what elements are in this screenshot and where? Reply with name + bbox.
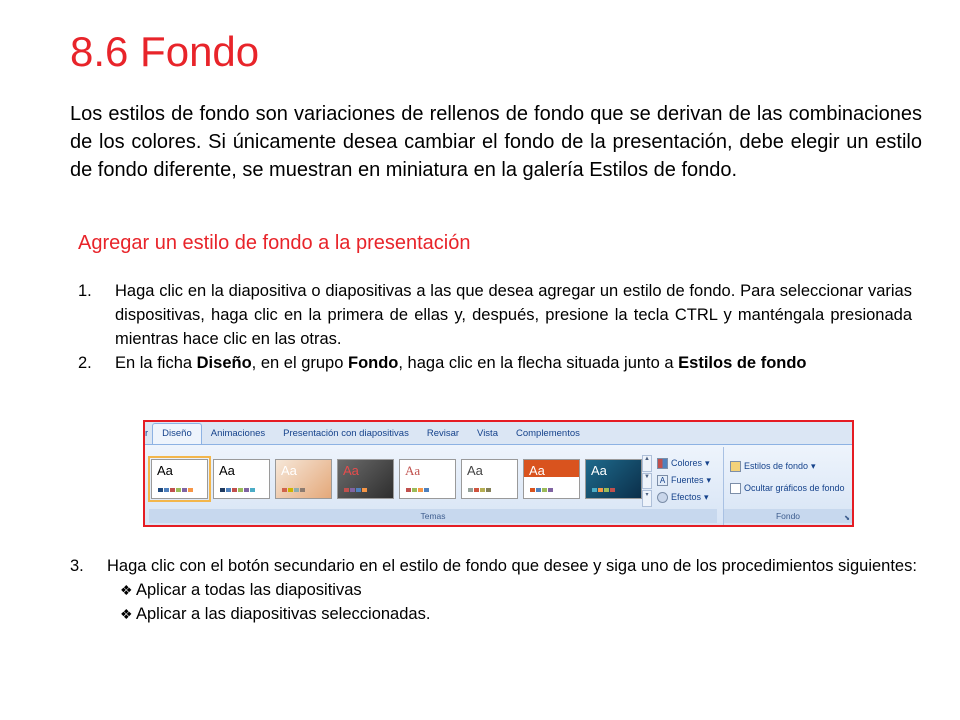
theme-thumbnail-label: Aa [405,463,421,478]
theme-thumbnail[interactable] [585,459,642,499]
estilos-de-fondo-button[interactable] [730,455,845,477]
efectos-label: Efectos [671,492,702,502]
theme-thumbnail[interactable] [399,459,456,499]
theme-thumbnail-label: Aa [157,463,173,478]
gallery-scroll [642,455,652,507]
bullet-item [70,602,922,626]
tab-revisar[interactable]: Revisar [426,428,460,439]
group-temas [149,447,717,525]
chevron-down-icon: ▾ [704,492,709,502]
gallery-scroll-up[interactable]: ▲ [642,455,652,472]
theme-thumbnail[interactable] [151,459,208,499]
chevron-down-icon: ▾ [811,460,816,471]
colores-button[interactable] [657,455,711,472]
tab-diseno[interactable]: Diseño [152,423,202,444]
checkbox-icon [730,483,741,494]
intro-paragraph: Los estilos de fondo son variaciones de rellenos de fondo que se derivan de las combinaciones de los colores. Si únicamente desea cambiar el fondo de la presentación, debe elegir un estilo de fondo diferente, se muestran en miniatura en la galería Estilos de fondo. [70,103,922,181]
tab-animaciones[interactable]: Animaciones [210,428,266,439]
paint-bucket-icon [730,461,741,472]
bold-term-estilos-de-fondo: Estilos de fondo [678,354,807,372]
fondo-options [730,455,845,499]
step-text-part: En la ficha [115,354,197,372]
tab-presentacion[interactable]: Presentación con diapositivas [283,428,409,439]
ribbon-panel [145,444,852,525]
ribbon-screenshot [143,420,854,527]
fuentes-button[interactable] [657,472,711,489]
diamond-bullet-icon: ❖ [120,606,133,622]
theme-color-bars [592,488,615,492]
theme-thumbnail[interactable] [337,459,394,499]
theme-color-bars [344,488,367,492]
ocultar-graficos-label: Ocultar gráficos de fondo [744,482,845,493]
section-subtitle: Agregar un estilo de fondo a la presentación [78,232,471,254]
group-fondo-label: Fondo [724,509,852,523]
theme-color-bars [282,488,305,492]
gallery-more[interactable]: ▾ [642,490,652,507]
bold-term-diseno: Diseño [196,354,252,372]
theme-color-bars [220,488,255,492]
ocultar-graficos-checkbox[interactable] [730,477,845,499]
estilos-de-fondo-label: Estilos de fondo [744,460,809,471]
theme-thumbnail-label: Aa [467,463,483,478]
steps-list-continued [70,554,922,626]
fuentes-label: Fuentes [671,475,704,485]
dialog-launcher-icon[interactable]: ⬊ [844,515,850,522]
theme-thumbnail[interactable] [275,459,332,499]
theme-color-bars [406,488,429,492]
tab-cut-off[interactable]: r [145,428,149,439]
step-number: 3. [70,557,84,575]
list-item [78,351,912,375]
step-text: Haga clic en la diapositiva o diapositivas a las que desea agregar un estilo de fondo. Para seleccionar varias dispositivas, haga clic en la primera de ellas y, después, presione la tecla CTRL y manténgala presionada mientras hace clic en las otras. [115,282,912,348]
bullet-item [70,578,922,602]
tab-complementos[interactable]: Complementos [515,428,580,439]
step-text: Haga clic con el botón secundario en el estilo de fondo que desee y siga uno de los procedimientos siguientes: [107,557,917,575]
slide-title: 8.6 Fondo [70,28,260,75]
ribbon-tabs [145,422,852,444]
theme-gallery [151,459,642,499]
colores-label: Colores [671,458,703,468]
theme-color-bars [158,488,193,492]
theme-thumbnail-label: Aa [219,463,235,478]
bold-term-fondo: Fondo [347,354,399,372]
theme-options [657,455,711,506]
chevron-down-icon: ▾ [705,458,710,468]
efectos-button[interactable] [657,489,711,506]
theme-thumbnail-label: Aa [281,463,297,478]
bullet-text: Aplicar a todas las diapositivas [136,581,362,599]
theme-thumbnail[interactable] [523,459,580,499]
gallery-scroll-down[interactable]: ▼ [642,473,652,490]
step-text-part: , en el grupo [251,354,348,372]
theme-thumbnail-label: Aa [591,463,607,478]
step-text-part: , haga clic en la flecha situada junto a [398,354,679,372]
theme-thumbnail[interactable] [213,459,270,499]
group-fondo [723,447,852,525]
bullet-text: Aplicar a las diapositivas seleccionadas. [136,605,431,623]
efectos-icon [657,492,668,503]
list-item [70,554,922,578]
diamond-bullet-icon: ❖ [120,582,133,598]
theme-color-bars [530,488,553,492]
theme-thumbnail[interactable] [461,459,518,499]
group-temas-label: Temas [149,509,717,523]
step-text [115,351,912,375]
step-number: 2. [78,354,92,372]
step-number: 1. [78,282,92,300]
colores-icon [657,458,668,469]
theme-thumbnail-label: Aa [529,463,545,478]
theme-color-bars [468,488,491,492]
list-item [78,279,912,351]
theme-thumbnail-label: Aa [343,463,359,478]
steps-list [78,279,912,375]
fuentes-icon: A [657,475,668,486]
tab-vista[interactable]: Vista [477,428,498,439]
chevron-down-icon: ▾ [706,475,712,485]
